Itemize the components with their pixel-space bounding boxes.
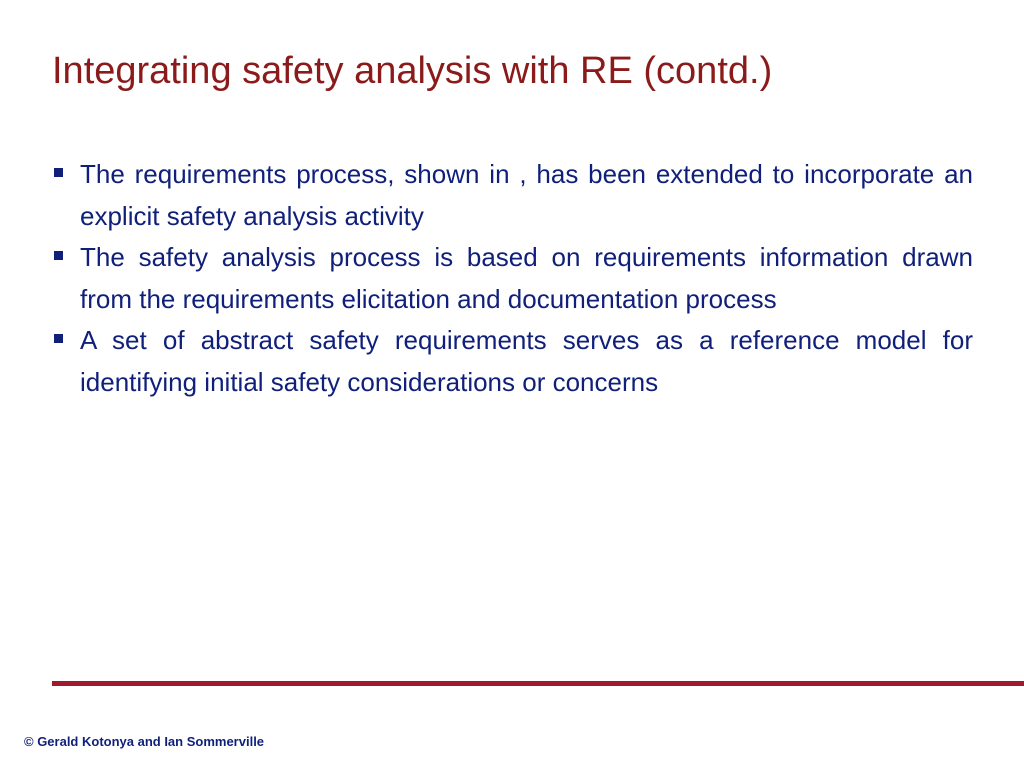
footer-copyright: © Gerald Kotonya and Ian Sommerville: [24, 734, 265, 749]
square-bullet-icon: [54, 251, 63, 260]
footer-divider: [52, 681, 1024, 686]
bullet-text: The requirements process, shown in , has been extended to incorporate an explicit safety analysis activity: [80, 159, 973, 231]
square-bullet-icon: [54, 168, 63, 177]
bullet-item: [50, 154, 973, 237]
bullet-text: A set of abstract safety requirements serves as a reference model for identifying initial safety considerations or concerns: [80, 325, 973, 397]
square-bullet-icon: [54, 334, 63, 343]
slide-title: Integrating safety analysis with RE (contd.): [52, 50, 773, 92]
bullet-list: [50, 154, 973, 403]
bullet-text: The safety analysis process is based on requirements information drawn from the requirements elicitation and documentation process: [80, 242, 973, 314]
bullet-item: [50, 320, 973, 403]
bullet-item: [50, 237, 973, 320]
